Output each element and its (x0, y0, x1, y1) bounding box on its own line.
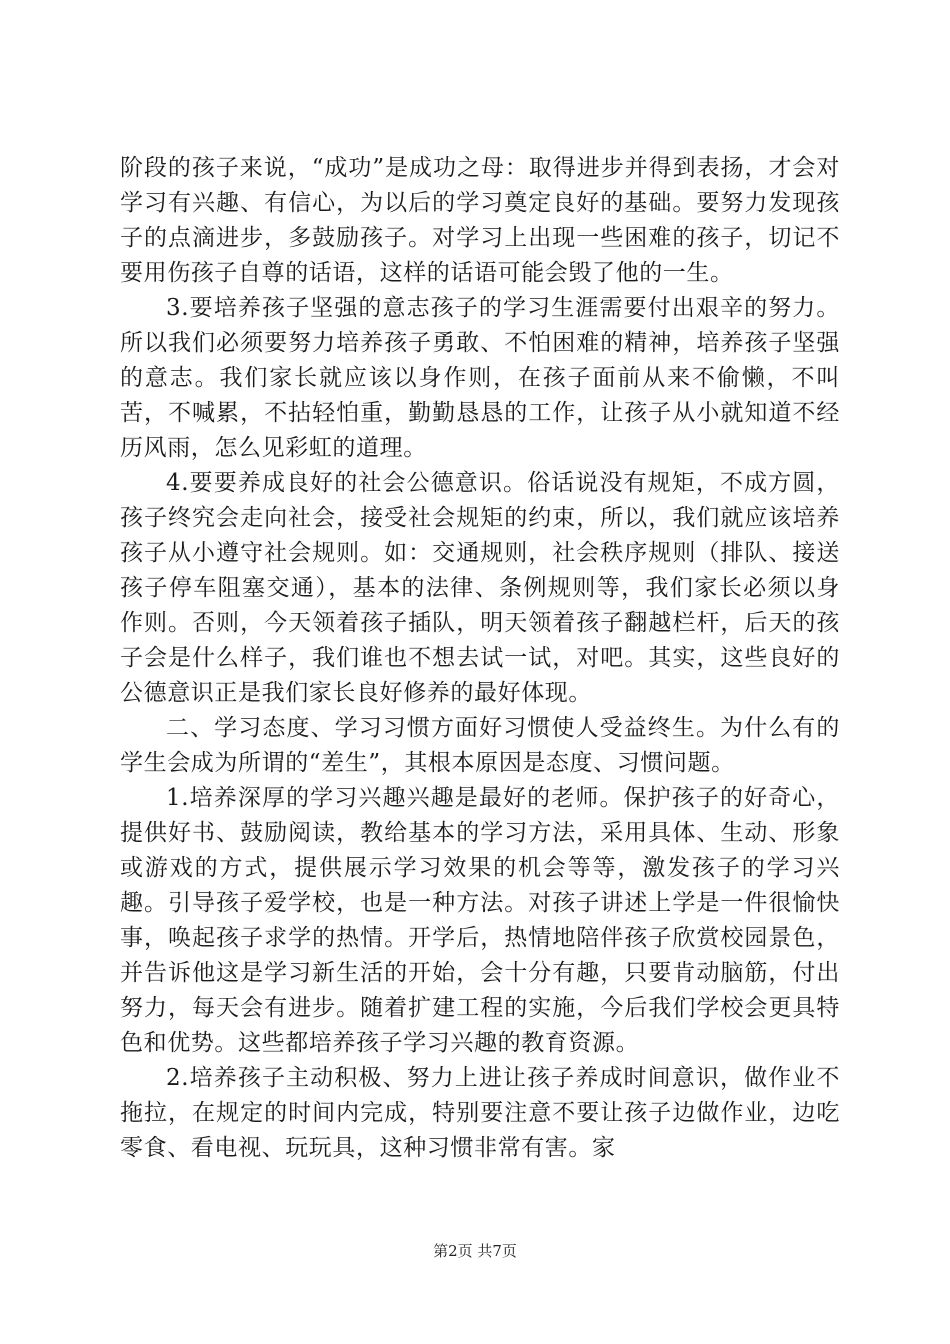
paragraph-4: 二、学习态度、学习习惯方面好习惯使人受益终生。为什么有的学生会成为所谓的“差生”，其根本原因是态度、习惯问题。 (120, 715, 840, 776)
page-footer: 第2页 共7页 (433, 1242, 517, 1260)
paragraph-3: 4.要要养成良好的社会公德意识。俗话说没有规矩，不成方圆，孩子终究会走向社会，接受社会规矩的约束，所以，我们就应该培养孩子从小遵守社会规则。如：交通规则，社会秩序规则（排队、接送孩子停车阻塞交通），基本的法律、条例规则等，我们家长必须以身作则。否则，今天领着孩子插队，明天领着孩子翻越栏杆，后天的孩子会是什么样子，我们谁也不想去试一试，对吧。其实，这些良好的公德意识正是我们家长良好修养的最好体现。 (120, 470, 840, 706)
paragraph-1: 阶段的孩子来说，“成功”是成功之母：取得进步并得到表扬，才会对学习有兴趣、有信心，为以后的学习奠定良好的基础。要努力发现孩子的点滴进步，多鼓励孩子。对学习上出现一些困难的孩子，切记不要用伤孩子自尊的话语，这样的话语可能会毁了他的一生。 (120, 155, 840, 286)
document-body (120, 151, 840, 1166)
paragraph-5: 1.培养深厚的学习兴趣兴趣是最好的老师。保护孩子的好奇心，提供好书、鼓励阅读，教给基本的学习方法，采用具体、生动、形象或游戏的方式，提供展示学习效果的机会等等，激发孩子的学习兴趣。引导孩子爱学校，也是一种方法。对孩子讲述上学是一件很愉快事，唤起孩子求学的热情。开学后，热情地陪伴孩子欣赏校园景色，并告诉他这是学习新生活的开始，会十分有趣，只要肯动脑筋，付出努力，每天会有进步。随着扩建工程的实施，今后我们学校会更具特色和优势。这些都培养孩子学习兴趣的教育资源。 (120, 785, 840, 1056)
paragraph-6: 2.培养孩子主动积极、努力上进让孩子养成时间意识，做作业不拖拉，在规定的时间内完成，特别要注意不要让孩子边做作业，边吃零食、看电视、玩玩具，这种习惯非常有害。家 (120, 1065, 840, 1161)
paragraph-2: 3.要培养孩子坚强的意志孩子的学习生涯需要付出艰辛的努力。所以我们必须要努力培养孩子勇敢、不怕困难的精神，培养孩子坚强的意志。我们家长就应该以身作则，在孩子面前从来不偷懒，不叫苦，不喊累，不拈轻怕重，勤勤恳恳的工作，让孩子从小就知道不经历风雨，怎么见彩虹的道理。 (120, 295, 840, 461)
